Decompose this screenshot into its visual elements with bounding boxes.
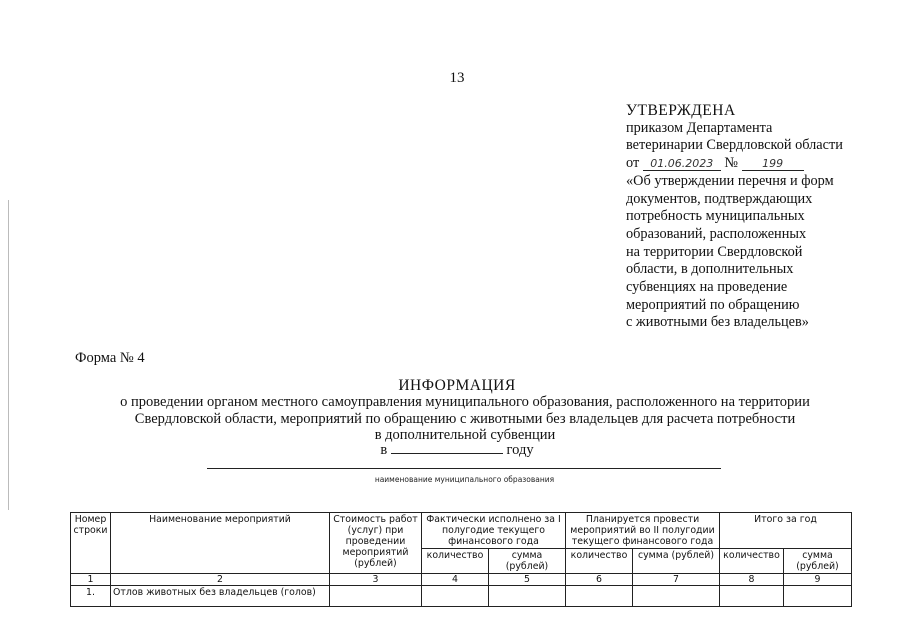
- column-number: 3: [330, 574, 422, 586]
- form-table: [70, 512, 852, 607]
- approval-subject-line: области, в дополнительных: [626, 261, 794, 278]
- handwritten-date: 01.06.2023: [643, 157, 721, 171]
- column-number: 6: [566, 574, 633, 586]
- header-sum: сумма (рублей): [489, 549, 566, 574]
- empty-cell: [422, 586, 489, 607]
- header-row-number: Номер строки: [71, 513, 111, 574]
- table-header-row: [71, 513, 852, 549]
- info-line: о проведении органом местного самоуправления муниципального образования, расположенного на территории: [120, 394, 810, 410]
- approval-subject-line: документов, подтверждающих: [626, 190, 813, 207]
- header-quantity: количество: [566, 549, 633, 574]
- approval-line: приказом Департамента: [626, 119, 773, 136]
- year-prefix: в: [380, 442, 388, 458]
- header-actual-first-half: Фактически исполнено за I полугодие текущего финансового года: [422, 513, 566, 549]
- year-line: [0, 441, 914, 459]
- column-number: 2: [111, 574, 330, 586]
- empty-cell: [784, 586, 852, 607]
- column-number: 1: [71, 574, 111, 586]
- handwritten-number: 199: [742, 157, 804, 171]
- year-blank-field: [391, 441, 503, 454]
- scan-margin-line: [8, 200, 9, 510]
- info-line: в дополнительной субвенции: [374, 427, 556, 443]
- approval-subject-line: образований, расположенных: [626, 225, 807, 242]
- column-number: 5: [489, 574, 566, 586]
- column-number: 7: [633, 574, 720, 586]
- row-number-cell: 1.: [71, 586, 111, 607]
- info-line: Свердловской области, мероприятий по обращению с животными без владельцев для расчета потребности: [134, 410, 796, 427]
- empty-cell: [566, 586, 633, 607]
- header-quantity: количество: [422, 549, 489, 574]
- empty-cell: [720, 586, 784, 607]
- approval-subject-line: субвенциях на проведение: [626, 279, 788, 296]
- approval-title: УТВЕРЖДЕНА: [626, 102, 736, 119]
- number-sign: №: [724, 155, 739, 172]
- approval-subject-line: мероприятий по обращению: [626, 296, 800, 313]
- empty-cell: [330, 586, 422, 607]
- approval-line: ветеринарии Свердловской области: [626, 137, 843, 154]
- header-total-year: Итого за год: [720, 513, 852, 549]
- info-title: ИНФОРМАЦИЯ: [398, 377, 516, 394]
- page-number: 13: [449, 70, 465, 86]
- column-number-row: [71, 574, 852, 586]
- event-name-cell: Отлов животных без владельцев (голов): [111, 586, 330, 607]
- approval-subject-line: «Об утверждении перечня и форм: [626, 172, 834, 189]
- municipality-caption: наименование муниципального образования: [374, 475, 555, 484]
- header-planned-second-half: Планируется провести мероприятий во II полугодии текущего финансового года: [566, 513, 720, 549]
- year-suffix: году: [506, 442, 534, 458]
- info-description: [90, 394, 840, 444]
- approval-subject-line: с животными без владельцев»: [626, 314, 809, 331]
- header-sum: сумма (рублей): [784, 549, 852, 574]
- header-quantity: количество: [720, 549, 784, 574]
- approval-block: [626, 102, 896, 332]
- approval-subject-line: потребность муниципальных: [626, 208, 805, 225]
- header-event-name: Наименование мероприятий: [111, 513, 330, 574]
- header-unit-cost: Стоимость работ (услуг) при проведении мероприятий (рублей): [330, 513, 422, 574]
- empty-cell: [489, 586, 566, 607]
- approval-subject-line: на территории Свердловской: [626, 243, 803, 260]
- date-prefix: от: [626, 155, 640, 172]
- empty-cell: [633, 586, 720, 607]
- form-label: Форма № 4: [75, 350, 145, 366]
- table-row: [71, 586, 852, 607]
- approval-date-line: [626, 155, 896, 173]
- column-number: 9: [784, 574, 852, 586]
- column-number: 4: [422, 574, 489, 586]
- header-sum: сумма (рублей): [633, 549, 720, 574]
- municipality-blank-line: [207, 468, 721, 469]
- column-number: 8: [720, 574, 784, 586]
